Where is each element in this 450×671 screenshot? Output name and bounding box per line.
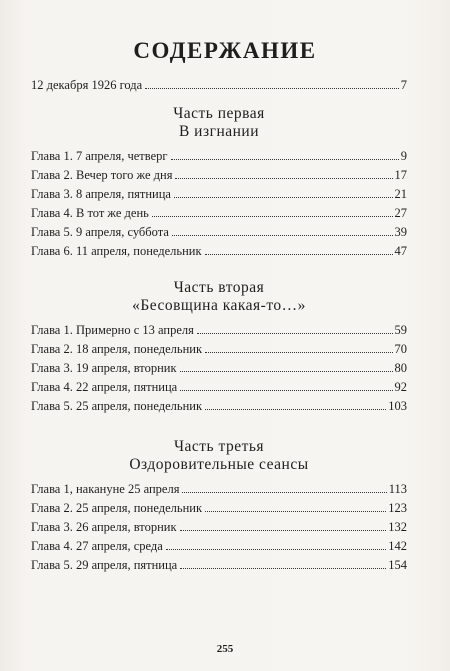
toc-entry-page: 59 [394, 323, 407, 337]
toc-entry-page: 103 [388, 399, 407, 413]
toc-entry-page: 70 [394, 342, 407, 356]
toc-entry-page: 21 [394, 187, 407, 201]
toc-entry-page: 17 [394, 168, 407, 182]
dot-leader [175, 177, 392, 179]
dot-leader [205, 408, 386, 410]
toc-entry-page: 27 [394, 206, 407, 220]
toc-entry[interactable] [31, 397, 407, 416]
toc-entry[interactable] [31, 321, 407, 340]
toc-entry-prologue[interactable] [31, 76, 407, 95]
part-heading-2 [31, 279, 407, 315]
dot-leader [182, 491, 386, 493]
toc-entry[interactable] [31, 185, 407, 204]
dot-leader [174, 196, 393, 198]
toc-entry-label: Глава 1. 7 апреля, четверг [31, 149, 168, 163]
dot-leader [180, 389, 392, 391]
dot-leader [205, 351, 392, 353]
part-name: Часть третья [173, 438, 265, 455]
toc-entry[interactable] [31, 359, 407, 378]
toc-entry-page: 92 [394, 380, 407, 394]
page-number: 255 [216, 643, 234, 655]
dot-leader [205, 510, 386, 512]
toc-entry-label: Глава 3. 19 апреля, вторник [31, 361, 177, 375]
toc-entry-label: 12 декабря 1926 года [31, 78, 143, 92]
toc-entry-label: Глава 6. 11 апреля, понедельник [31, 244, 202, 258]
part-name: Часть первая [173, 105, 265, 122]
dot-leader [152, 215, 393, 217]
toc-entry-page: 154 [388, 558, 407, 572]
toc-entry-label: Глава 5. 25 апреля, понедельник [31, 399, 203, 413]
toc-entry-page: 142 [388, 539, 407, 553]
toc-entry-page: 9 [400, 149, 407, 163]
dot-leader [172, 234, 393, 236]
toc-entry-page: 123 [388, 501, 407, 515]
toc-entry[interactable] [31, 499, 407, 518]
dot-leader [205, 253, 393, 255]
toc-entry-label: Глава 3. 8 апреля, пятница [31, 187, 171, 201]
toc-entry-page: 132 [388, 520, 407, 534]
table-of-contents [31, 76, 407, 575]
toc-entry-label: Глава 3. 26 апреля, вторник [31, 520, 177, 534]
toc-entry-page: 39 [394, 225, 407, 239]
toc-entry[interactable] [31, 518, 407, 537]
part-heading-3 [31, 438, 407, 474]
toc-entry-label: Глава 5. 9 апреля, суббота [31, 225, 169, 239]
page-title: СОДЕРЖАНИЕ [133, 38, 317, 63]
dot-leader [171, 158, 399, 160]
dot-leader [180, 567, 386, 569]
toc-entry[interactable] [31, 537, 407, 556]
toc-entry[interactable] [31, 378, 407, 397]
toc-entry[interactable] [31, 480, 407, 499]
part-subtitle: В изгнании [178, 123, 260, 140]
dot-leader [180, 529, 387, 531]
toc-entry[interactable] [31, 166, 407, 185]
toc-entry-label: Глава 2. Вечер того же дня [31, 168, 173, 182]
toc-entry[interactable] [31, 556, 407, 575]
toc-entry[interactable] [31, 340, 407, 359]
dot-leader [180, 370, 393, 372]
toc-entry-page: 7 [400, 78, 407, 92]
toc-entry-label: Глава 5. 29 апреля, пятница [31, 558, 178, 572]
dot-leader [166, 548, 386, 550]
part-subtitle: Оздоровительные сеансы [129, 456, 309, 473]
dot-leader [197, 332, 393, 334]
toc-entry-label: Глава 1. Примерно с 13 апреля [31, 323, 194, 337]
toc-entry-page: 113 [388, 482, 407, 496]
toc-entry[interactable] [31, 147, 407, 166]
toc-entry-label: Глава 4. 22 апреля, пятница [31, 380, 178, 394]
toc-entry-label: Глава 2. 18 апреля, понедельник [31, 342, 203, 356]
toc-entry-label: Глава 4. 27 апреля, среда [31, 539, 163, 553]
toc-entry-page: 80 [394, 361, 407, 375]
toc-entry-label: Глава 2. 25 апреля, понедельник [31, 501, 203, 515]
toc-entry-label: Глава 1, накануне 25 апреля [31, 482, 180, 496]
dot-leader [145, 87, 399, 89]
part-heading-1 [31, 105, 407, 141]
toc-entry[interactable] [31, 204, 407, 223]
toc-entry[interactable] [31, 223, 407, 242]
part-name: Часть вторая [173, 279, 265, 296]
toc-entry-label: Глава 4. В тот же день [31, 206, 149, 220]
toc-entry-page: 47 [394, 244, 407, 258]
toc-entry[interactable] [31, 242, 407, 261]
part-subtitle: «Бесовщина какая-то…» [132, 297, 306, 314]
